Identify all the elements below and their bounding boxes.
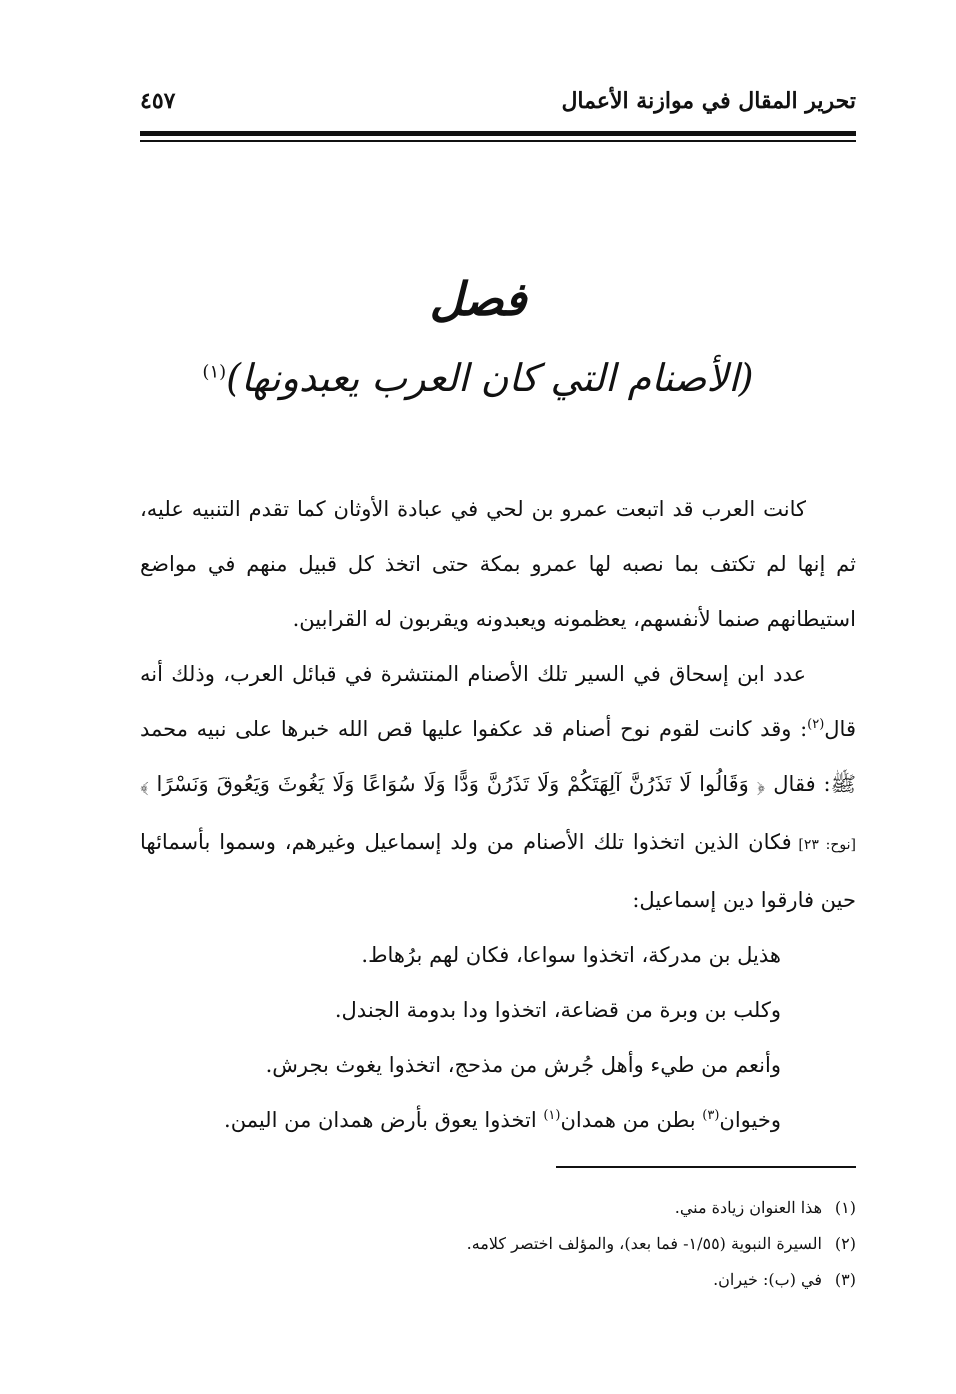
footnote-text: في (ب): خيران. (713, 1270, 822, 1289)
section-subtitle-text: (الأصنام التي كان العرب يعبدونها) (226, 356, 754, 400)
list-item-4-part-a: وخيوان (719, 1108, 781, 1132)
footnote-number: (١) (834, 1198, 856, 1217)
footnote-ref-2: (٢) (807, 717, 825, 732)
paragraph-2-part-a: عدد ابن إسحاق في السير تلك الأصنام المنتشرة في قبائل العرب، وذلك أنه قال (140, 662, 856, 741)
page-number: ٤٥٧ (140, 88, 176, 114)
list-item: وأنعم من طيء وأهل جُرش من مذحج، اتخذوا يغوث بجرش. (265, 1053, 781, 1077)
verse-reference: [نوح: ٢٣] (791, 837, 856, 853)
list-item-4-part-c: اتخذوا يعوق بأرض همدان من اليمن. (224, 1108, 544, 1132)
footnote-ref-3: (٣) (702, 1108, 720, 1123)
list-item (140, 1093, 856, 1148)
list-item: هذيل بن مدركة، اتخذوا سواعا، فكان لهم برُهاط. (361, 943, 781, 967)
footnote (140, 1190, 856, 1226)
footnote-ref-4: (١) (543, 1108, 561, 1123)
footnote-text: السيرة النبوية (١/٥٥- فما بعد)، والمؤلف اختصر كلامه. (466, 1234, 822, 1253)
footnote-text: هذا العنوان زيادة مني. (674, 1198, 822, 1217)
paragraph-1: كانت العرب قد اتبعت عمرو بن لحي في عبادة الأوثان كما تقدم التنبيه عليه، ثم إنها لم تكتف بما نصبه لها عمرو بمكة حتى اتخذ كل قبيل منهم في مواضع استيطانهم صنما لأنفسهم، يعظمونه ويعبدونه ويقربون له القرابين. (140, 497, 856, 631)
paragraph-2-part-c: فكان الذين اتخذوا تلك الأصنام من ولد إسماعيل وغيرهم، وسموا بأسمائها حين فارقوا دين إسماعيل: (140, 830, 856, 912)
footnote-separator (556, 1166, 856, 1168)
footnote-ref-1: (١) (202, 361, 227, 383)
footnote (140, 1262, 856, 1298)
running-header (140, 88, 856, 128)
header-rule-thick (140, 131, 856, 136)
footnote-number: (٢) (834, 1234, 856, 1253)
list-item: وكلب بن وبرة من قضاعة، اتخذوا ودا بدومة الجندل. (334, 998, 781, 1022)
body-text (140, 482, 856, 1148)
running-title: تحرير المقال في موازنة الأعمال (561, 88, 856, 114)
footnote (140, 1226, 856, 1262)
footnotes (140, 1190, 856, 1298)
footnote-number: (٣) (834, 1270, 856, 1289)
quran-verse: ﴿ وَقَالُوا لَا تَذَرُنَّ آلِهَتَكُمْ وَلَا تَذَرُنَّ وَدًّا وَلَا سُوَاعًا وَلَا يَغُوثَ وَيَعُوقَ وَنَسْرًا ﴾ (140, 772, 766, 796)
list-item-4-part-b: بطن من همدان (560, 1108, 703, 1132)
paragraph-2-part-b: : وقد كانت لقوم نوح أصنام قد عكفوا عليها قص الله خبرها على نبيه محمد ﷺ: فقال (140, 717, 856, 796)
paragraph-2 (140, 647, 856, 928)
section-subtitle (0, 356, 956, 400)
section-title: فصل (429, 272, 527, 326)
header-rule-thin (140, 140, 856, 142)
